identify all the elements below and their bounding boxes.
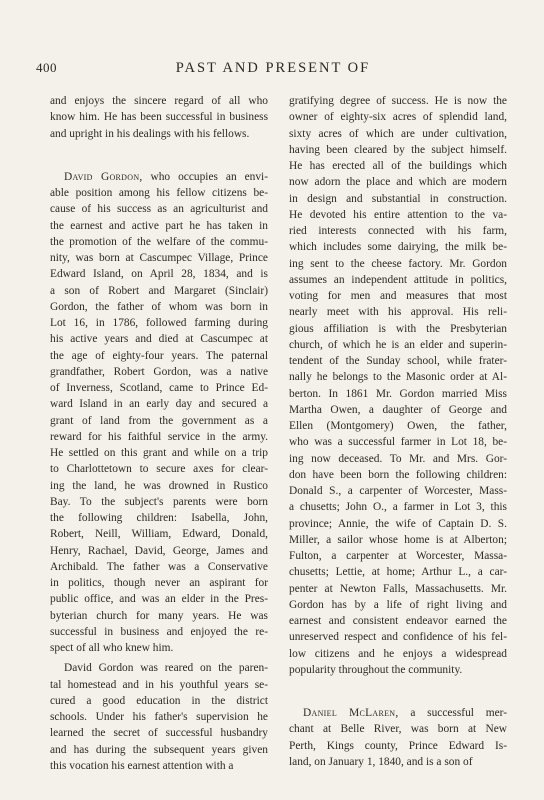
text-line: Miller, a sailor whose home is at Alberton; — [289, 533, 507, 546]
text-line: grandfather, Robert Gordon, was a native — [50, 365, 268, 378]
subject-name: Daniel McLaren, — [303, 707, 399, 719]
text-line: having been cleared by the subject himself. — [289, 143, 507, 156]
text-line: tal homestead and in his youthful years se- — [50, 678, 268, 691]
text-line: to Charlottetown to secure axes for clear- — [50, 463, 268, 476]
text-line: who was a successful farmer in Lot 18, be- — [289, 436, 507, 449]
left-para-1 — [50, 93, 268, 142]
text-line: ing the land, he was drowned in Rustico — [50, 479, 268, 492]
text-line: He settled on this grant and while on a trip — [50, 447, 268, 459]
text-line: ward Island in an early day and secured a — [50, 398, 268, 411]
left-para-3 — [50, 660, 268, 774]
text-line: He has erected all of the buildings which — [289, 160, 507, 172]
text-line: ried interests connected with his farm, — [289, 225, 507, 237]
text-line: the age of eighty-four years. The paternal — [50, 349, 268, 362]
text-line: nally he belongs to the Masonic order at Al- — [289, 371, 507, 384]
subject-name: David Gordon, — [64, 170, 143, 183]
text-line: Bay. To the subject's parents were born — [50, 495, 268, 508]
text-line: don have been born the following children: — [289, 468, 507, 481]
text-line: popularity throughout the community. — [289, 663, 463, 676]
text-line: grant of land from the government as a — [50, 414, 268, 427]
text-line: Ellen (Montgomery) Owen, the father, — [289, 420, 507, 432]
text-line — [289, 705, 507, 721]
text-line: and upright in his dealings with his fellows. — [50, 127, 250, 140]
text-line: able position among his fellow citizens be- — [50, 187, 268, 199]
text-line: tendent of the Sunday school, while frater- — [289, 355, 507, 367]
text-line: Martha Owen, a daughter of George and — [289, 403, 507, 416]
text-line: Gordon, the father of whom was born in — [50, 300, 268, 313]
text-line: gious affiliation is with the Presbyterian — [289, 322, 507, 335]
text-line: sixty acres of which are under cultivation, — [289, 127, 507, 140]
text-line: and has during the subsequent years given — [50, 743, 268, 756]
text-line: and enjoys the sincere regard of all who — [50, 95, 268, 107]
text-line: cause of his success as an agriculturist and — [50, 203, 268, 216]
text-line: nearly meet with his approval. His reli- — [289, 306, 507, 319]
text-line: know him. He has been successful in business — [50, 111, 268, 124]
text-line: chusetts; Lettie, at home; Arthur L., a car- — [289, 566, 507, 579]
left-column — [50, 93, 268, 774]
text-line: in politics, though never an aspirant for — [50, 577, 268, 589]
text-line-rest: who occupies an envi- — [142, 170, 268, 183]
text-line: low citizens and he enjoys a widespread — [289, 647, 507, 660]
text-line: a chusetts; John O., a farmer in Lot 3, this — [289, 501, 507, 514]
text-line: successful in business and enjoyed the re- — [50, 625, 268, 638]
biography-david-gordon — [50, 169, 268, 657]
text-line: gratifying degree of success. He is now the — [289, 95, 507, 107]
text-line: province; Annie, the wife of Captain D. S. — [289, 517, 507, 530]
text-line: schools. Under his father's supervision he — [50, 711, 268, 723]
text-line: spect of all who knew him. — [50, 642, 174, 654]
text-line: penter at Newton Falls, Massachusetts. Mr. — [289, 582, 507, 595]
text-line: Archibald. The father was a Conservative — [50, 560, 268, 573]
text-line: voting for men and measures that most — [289, 290, 507, 302]
text-line: ing sent to the cheese factory. Mr. Gordon — [289, 257, 507, 270]
text-line-rest: a successful mer- — [398, 707, 507, 719]
text-line: Perth, Kings county, Prince Edward Is- — [289, 739, 507, 752]
text-line: Gordon has by a life of right living and — [289, 598, 507, 611]
text-line: church, of which he is an elder and superin- — [289, 338, 507, 351]
text-line: the earnest and active part he has taken in — [50, 219, 268, 232]
text-line: learned the secret of successful husbandry — [50, 727, 268, 740]
text-line: Fulton, a carpenter at Worcester, Massa- — [289, 550, 507, 562]
text-line: Henry, Rachael, David, George, James and — [50, 544, 268, 557]
text-line: the promotion of the welfare of the commu- — [50, 235, 268, 248]
text-line: land, on January 1, 1840, and is a son of — [289, 755, 473, 768]
running-head: PAST AND PRESENT OF — [175, 60, 371, 76]
text-line: which includes some dairying, the milk be- — [289, 241, 507, 254]
biography-daniel-mclaren — [289, 705, 507, 770]
text-line: He devoted his entire attention to the va- — [289, 208, 507, 221]
text-line: unreserved respect and confidence of his fel- — [289, 631, 507, 644]
text-line: Robert, Neill, William, Edward, Donald, — [50, 528, 268, 541]
text-line — [50, 169, 268, 185]
page-number: 400 — [36, 60, 57, 75]
text-line: of Inverness, Scotland, came to Prince Ed- — [50, 382, 268, 394]
text-line: chant at Belle River, was born at New — [289, 723, 507, 736]
text-line: berton. In 1861 Mr. Gordon married Miss — [289, 387, 507, 400]
right-column — [289, 93, 507, 770]
right-para-1 — [289, 93, 507, 678]
text-line: David Gordon was reared on the paren- — [64, 662, 268, 675]
page-header — [36, 60, 510, 78]
text-line: byterian church for many years. He was — [50, 609, 268, 622]
text-line: a son of Robert and Margaret (Sinclair) — [50, 284, 268, 297]
text-line: his active years and died at Cascumpec at — [50, 333, 268, 346]
text-line: in design and substantial in construction. — [289, 192, 507, 205]
text-line: Donald S., a carpenter of Worcester, Mass- — [289, 485, 507, 497]
text-line: ing now deceased. To Mr. and Mrs. Gor- — [289, 452, 507, 465]
text-line: assumes an independent attitude in politics, — [289, 273, 507, 286]
text-line: owner of eighty-six acres of splendid land, — [289, 111, 507, 124]
text-line: now adorn the place and which are modern — [289, 176, 507, 189]
text-line: earnest and consistent endeavor earned the — [289, 615, 507, 627]
text-line: Edward Island, on April 28, 1834, and is — [50, 268, 268, 281]
text-line: reward for his faithful service in the army. — [50, 430, 268, 443]
text-line: public office, and was an elder in the Pres- — [50, 593, 268, 606]
text-line: the following children: Isabella, John, — [50, 512, 268, 524]
text-line: Lot 16, in 1786, followed farming during — [50, 317, 268, 329]
text-line: nity, was born at Cascumpec Village, Prince — [50, 252, 268, 264]
text-line: this vocation his earnest attention with a — [50, 759, 234, 772]
text-line: cured a good education in the district — [50, 694, 268, 707]
